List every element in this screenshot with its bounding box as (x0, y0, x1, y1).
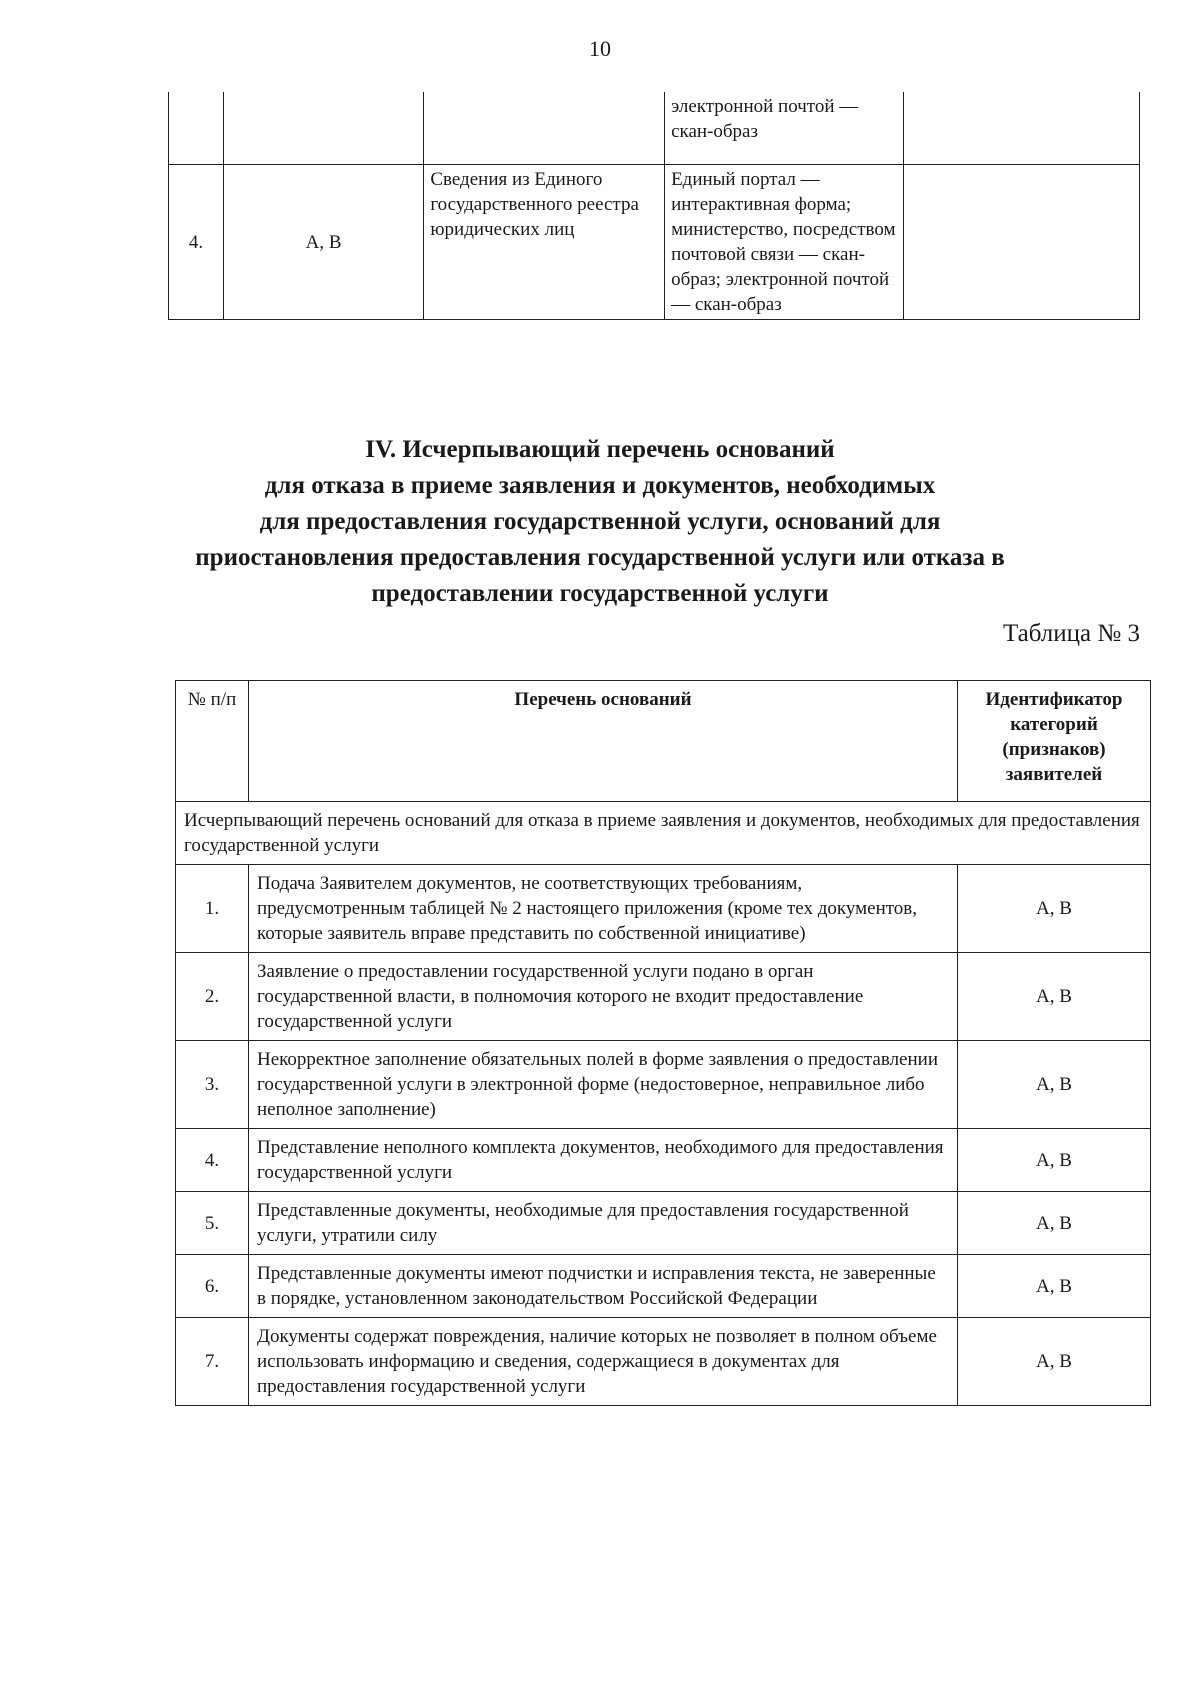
row-number: 6. (176, 1255, 249, 1318)
row-number: 2. (176, 953, 249, 1041)
table-row (176, 1255, 1151, 1318)
extra-cell (903, 165, 1139, 320)
reason-text: Представление неполного комплекта документов, необходимого для предоставления государственной услуги (249, 1129, 958, 1192)
category-identifier: А, В (958, 953, 1151, 1041)
reason-text: Документы содержат повреждения, наличие которых не позволяет в полном объеме использовать информацию и сведения, содержащиеся в документах для предоставления государственной услуги (249, 1318, 958, 1406)
table-row (176, 865, 1151, 953)
section-title (160, 432, 1040, 612)
table-row (176, 1318, 1151, 1406)
table-row (169, 165, 1140, 320)
documents-table-continuation (168, 92, 1140, 320)
row-number: 4. (176, 1129, 249, 1192)
section-title-line: приостановления предоставления государственной услуги или отказа в (195, 544, 1005, 571)
category-identifier: А, В (958, 1192, 1151, 1255)
table-row (176, 1041, 1151, 1129)
table-row (176, 1192, 1151, 1255)
refusal-grounds-table (175, 680, 1151, 1406)
row-number (169, 92, 224, 165)
row-number: 4. (169, 165, 224, 320)
reason-text: Подача Заявителем документов, не соответствующих требованиям, предусмотренным таблицей № 2 настоящего приложения (кроме тех документов, которые заявитель вправе представить по собственной инициативе) (249, 865, 958, 953)
category-identifier: А, В (958, 1255, 1151, 1318)
row-number: 5. (176, 1192, 249, 1255)
category-identifier: А, В (958, 1129, 1151, 1192)
category-identifier: А, В (958, 1041, 1151, 1129)
section-title-line: для отказа в приеме заявления и документов, необходимых (264, 472, 936, 499)
row-number: 3. (176, 1041, 249, 1129)
header-number: № п/п (176, 681, 249, 802)
applicant-categories (223, 92, 423, 165)
reason-text: Заявление о предоставлении государственной услуги подано в орган государственной власти, в полномочия которого не входит предоставление государственной услуги (249, 953, 958, 1041)
section-title-line: для предоставления государственной услуги, оснований для (259, 508, 941, 535)
row-number: 1. (176, 865, 249, 953)
document-name: Сведения из Единого государственного реестра юридических лиц (424, 165, 665, 320)
reason-text: Представленные документы, необходимые для предоставления государственной услуги, утратили силу (249, 1192, 958, 1255)
table-row (176, 953, 1151, 1041)
section-title-line: предоставлении государственной услуги (371, 580, 829, 607)
submission-method: Единый портал — интерактивная форма; министерство, посредством почтовой связи — скан-образ; электронной почтой — скан-образ (665, 165, 904, 320)
group-row (176, 802, 1151, 865)
reason-text: Представленные документы имеют подчистки и исправления текста, не заверенные в порядке, установленном законодательством Российской Федерации (249, 1255, 958, 1318)
table-row (169, 92, 1140, 165)
submission-method: электронной почтой — скан-образ (665, 92, 904, 165)
table-row (176, 1129, 1151, 1192)
category-identifier: А, В (958, 1318, 1151, 1406)
table-header-row (176, 681, 1151, 802)
reason-text: Некорректное заполнение обязательных полей в форме заявления о предоставлении государственной услуги в электронной форме (недостоверное, неправильное либо неполное заполнение) (249, 1041, 958, 1129)
row-number: 7. (176, 1318, 249, 1406)
header-identifier: Идентификатор категорий (признаков) заявителей (958, 681, 1151, 802)
page-number: 10 (589, 36, 611, 61)
header-reasons: Перечень оснований (249, 681, 958, 802)
document-name (424, 92, 665, 165)
extra-cell (903, 92, 1139, 165)
category-identifier: А, В (958, 865, 1151, 953)
applicant-categories: А, В (223, 165, 423, 320)
group-label: Исчерпывающий перечень оснований для отказа в приеме заявления и документов, необходимых для предоставления государственной услуги (176, 802, 1151, 865)
section-title-line: IV. Исчерпывающий перечень оснований (365, 436, 835, 463)
table-caption: Таблица № 3 (1002, 620, 1140, 647)
